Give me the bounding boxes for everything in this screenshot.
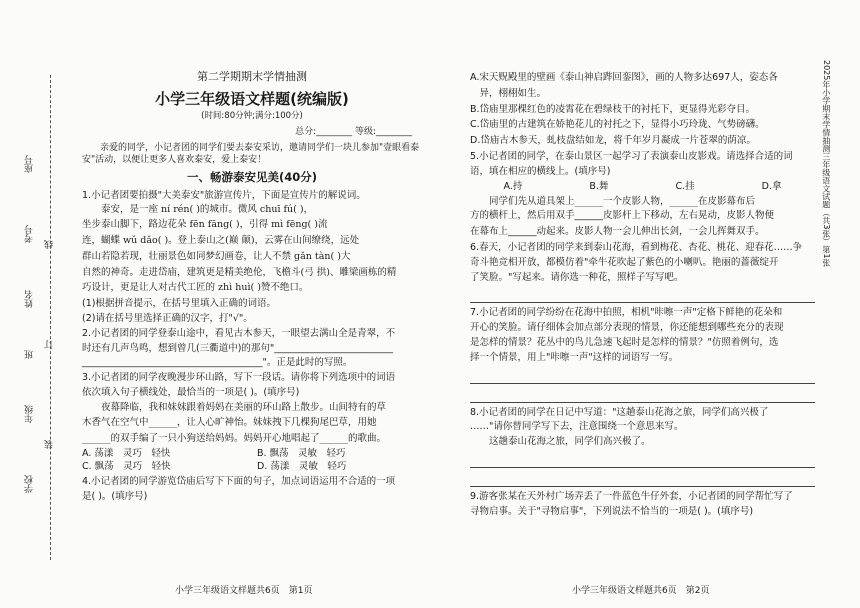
question-3-options [82,448,422,474]
binding-margin [0,0,56,608]
question-2-line: 2.小记者团的同学登泰山途中，看见古木参天，一眼望去满山全是青翠，不 [82,327,396,339]
question-7-line: 是怎样的情景？花丛中的鸟儿急速飞起时是怎样的情景？"仿照着例句，选 [470,337,779,348]
answer-line[interactable] [470,472,815,487]
question-2-line: ______________________________________"。正是此时的写照。 [82,357,353,369]
answer-line[interactable] [470,369,815,384]
q4-option: B.岱庙里那棵红色的凌霄花在碧绿枝干的衬托下，更显得光彩夺目。 [470,103,756,115]
question-5-passage: 同学们先从道具架上______一个皮影人物，______在皮影幕布后 [489,195,756,207]
option-a: A.持 [503,180,523,192]
answer-line[interactable] [470,288,815,303]
answer-line[interactable] [470,388,815,403]
question-7-line: 开心的笑脸。请仔细体会加点部分表现的情景，你还能想到哪些充分的表现 [470,322,784,334]
time-score-info: (时间:80分钟;满分:100分) [201,111,303,122]
question-1-sub-1: (1)根据拼音提示，在括号里填入正确的词语。 [82,298,276,310]
question-6-line: 奇斗艳竞相开放，都模仿着"牵牛花吹起了紫色的小喇叭。艳丽的蔷薇绽开 [470,256,779,268]
section-heading: 一、畅游泰安见美(40分) [186,169,317,184]
page-right [470,72,815,521]
question-3-line: 依次填入句子横线处，最恰当的一项是( )。(填序号) [82,387,300,399]
question-7-line: 7.小记者团的同学纷纷在花海中拍照，相机"咔嚓一声"定格下鲜艳的花朵和 [470,307,783,319]
option-c: C. 飘荡 灵巧 轻快 [82,461,171,473]
option-d: D.拿 [761,180,782,192]
question-4-line: 4.小记者团的同学游览岱庙后写下下面的句子，加点词语运用不合适的一项 [82,475,396,487]
passage-line: 自然的神奇。走进岱庙，建筑更是精美绝伦，飞檐斗(弓 拱)、雕梁画栋的精 [82,266,397,278]
question-9-line: 寻物启事。关于"寻物启事"，下列说法不恰当的一项是( )。(填序号) [470,505,754,517]
paper-title: 小学三年级语文样题(统编版) [155,89,349,108]
name-label: 姓名 [25,290,35,308]
q4-option: C.岱庙里的古建筑在娇艳花儿的衬托之下，显得小巧玲珑、气势磅礴。 [470,119,765,131]
exam-title: 第二学期期末学情抽测 [197,70,307,83]
spine-text: 2025年小学期末学情抽测三年级语文试题（共3张）第1张 [821,60,831,267]
seal-label-ding: 订 [45,340,55,349]
question-3-passage: ______的双手编了一只小狗送给妈妈。妈妈开心地唱起了______的歌曲。 [82,432,387,444]
school-label: 学校 [25,475,35,493]
question-9-line: 9.游客张某在天外村广场弄丢了一件蓝色牛仔外套，小记者团的同学帮忙写了 [470,491,793,503]
question-3-line: 3.小记者团的同学夜晚漫步环山路，写下一段话。请你将下列选项中的词语 [82,372,396,384]
seal-dashed-line [50,75,51,560]
question-4-line: 是( )。(填序号) [82,490,148,502]
q4-option: 异，栩栩如生。 [470,87,547,99]
exam-number-label: 考号 [25,225,35,243]
q4-option: A.宋天贶殿里的壁画《泰山神启跸回銮图》，画的人物多达697人，姿态各 [470,72,778,83]
intro-text: 亲爱的同学，小记者团的同学们要去泰安采访，邀请同学们一块儿参加"壹眼看泰安"活动，以便让更多人喜欢泰安，爱上泰安！ [82,142,420,165]
option-b: B. 飘荡 灵敏 轻巧 [257,448,346,460]
q4-option: D.岱庙古木参天，虬枝盘结如龙，将千年岁月凝成一片苍翠的荫凉。 [470,135,756,147]
question-6-line: 了笑脸。"写起来。请你选一种花，照样子写写吧。 [470,271,684,283]
question-8-start: 这趟泰山花海之旅，同学们高兴极了。 [489,436,651,448]
question-2-line: 时还有几声鸟鸣，想到曾几(三衢道中)的那句"_________________________ [82,342,394,354]
passage-line: 泰安，是一座 ní rén( )的城市。微风 chuī fú( )， [101,204,314,216]
question-1-passage [82,204,422,295]
footer-page-2: 小学三年级语文样题共6页 第2页 [572,586,710,596]
seal-label-zhuang: 装 [45,440,55,449]
seat-number-label: 座号 [25,155,35,173]
option-b: B.舞 [589,180,609,192]
option-a: A. 荡漾 灵巧 轻快 [82,448,171,460]
class-label: 班 [25,350,35,359]
option-d: D. 荡漾 灵敏 轻巧 [257,461,347,473]
question-7-line: 择一个情景，用上"咔嚓一声"这样的词语写一写。 [470,351,679,363]
question-5-passage: 方的横杆上，然后用双手______皮影杆上下移动，左右晃动，皮影人物便 [470,210,775,222]
question-5-options [470,181,815,194]
option-c: C.挂 [675,180,695,192]
seal-label-xian: 线 [45,240,55,249]
page-left [82,70,422,506]
passage-line: 坐步泰山脚下，路边花朵 fēn fāng( )，引得 mì fēng( )流 [82,219,328,231]
footer-page-1: 小学三年级语文样题共6页 第1页 [175,586,313,596]
grade-label: 年级 [25,405,35,423]
passage-line: 群山若隐若现，壮丽景色如同梦幻画卷，让人不禁 gǎn tàn( )大 [82,250,351,262]
question-8-line: ……"请你替同学写下去，注意围绕一个意思来写。 [470,421,684,433]
question-3-passage: 夜幕降临，我和妹妹跟着妈妈在美丽的环山路上散步。山间特有的草 [101,401,387,413]
passage-line: 巧设计，更是让人对古代工匠的 zhì huì( )赞不绝口。 [82,282,309,294]
passage-line: 连，蝴蝶 wǔ dǎo( )。登上泰山之(巅 颠)，云雾在山间缭绕，远处 [82,234,360,246]
question-5-line: 语，填在相应的横线上。(填序号) [470,165,611,177]
question-8-line: 8.小记者团的同学在日记中写道："这趟泰山花海之旅，同学们高兴极了 [470,406,769,418]
question-5-line: 5.小记者团的同学，在泰山景区一起学习了表演泰山皮影戏。请选择合适的词 [470,151,793,163]
question-1: 1.小记者团要拍摄"大美泰安"旅游宣传片，下面是宣传片的解说词。 [82,189,366,201]
score-grade-line: 总分:________ 等级:________ [295,126,412,137]
question-1-sub-2: (2)请在括号里选择正确的汉字，打"√"。 [82,313,253,324]
question-6-line: 6.春天，小记者团的同学来到泰山花海，看到梅花、杏花、桃花、迎春花……争 [470,241,803,253]
question-3-passage: 木香气在空气中______，让人心旷神怡。妹妹拽下几棵狗尾巴草，用她 [82,416,377,428]
answer-line[interactable] [470,453,815,468]
question-5-passage: 在幕布上______动起来。皮影人物一会儿伸出长剑，一会儿挥舞双手。 [470,226,765,238]
